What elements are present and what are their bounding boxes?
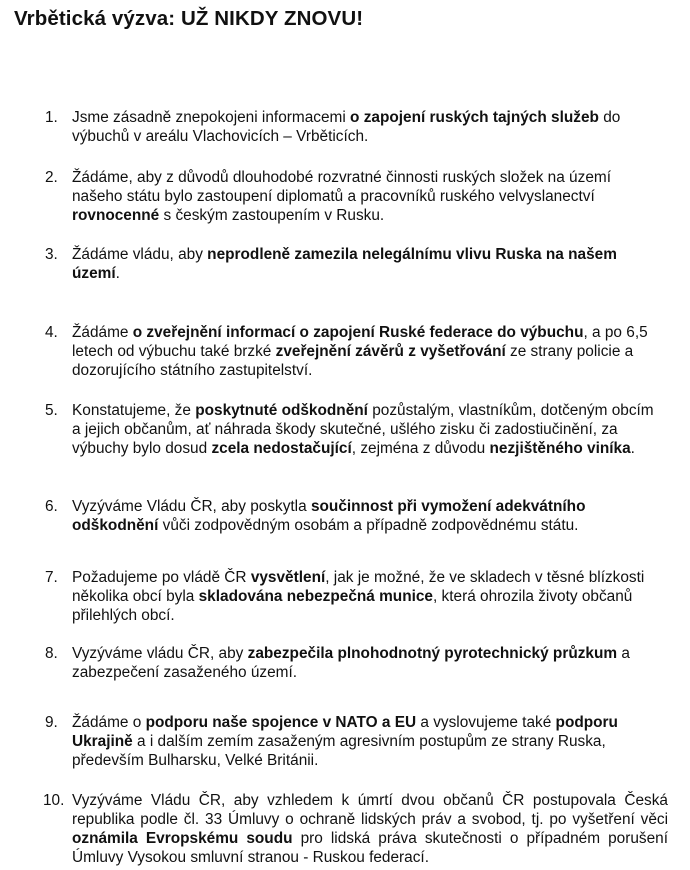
item-number: 2. [45,169,58,186]
body-text: Jsme zásadně znepokojeni informacemi [72,109,351,126]
emphasized-text: vysvětlení [250,569,326,586]
body-text: ze strany policie a dozorujícího státního zastupitelství. [72,343,634,379]
body-text: Požadujeme po vládě ČR [72,569,251,586]
body-text: . [630,440,635,457]
emphasized-text: neprodleně zamezila nelegálnímu vlivu Ruska na našem území [72,246,617,282]
item-number: 6. [45,498,58,515]
item-text [72,108,665,146]
body-text: Žádáme o [72,714,146,731]
emphasized-text: podporu naše spojence v NATO a EU [145,714,417,731]
emphasized-text: skladována nebezpečná munice [198,588,433,605]
emphasized-text: o zapojení ruských tajných služeb [350,109,599,126]
item-text [72,245,665,283]
emphasized-text: oznámila Evropskému soudu [72,830,293,847]
body-text: , která ohrozila životy občanů přilehlých obcí. [72,588,633,624]
body-text: do výbuchů v areálu Vlachovicích – Vrběticích. [72,109,621,145]
body-text: Vyzýváme vládu ČR, aby [72,645,248,662]
emphasized-text: zveřejnění závěrů z vyšetřování [275,343,506,360]
body-text: Žádáme, aby z důvodů dlouhodobé rozvratné činnosti ruských složek na území našeho státu bylo zastoupení diplomatů a pracovníků ruského velvyslanectví [72,169,611,205]
item-number: 8. [45,645,58,662]
body-text: pozůstalým, vlastníkům, dotčeným obcím a jejich občanům, ať náhrada škody skutečné, ušlého zisku či zadostiučinění, za výbuchy bylo dosud [72,402,654,457]
body-text: . [115,265,120,282]
emphasized-text: rovnocenné [72,207,160,224]
item-number: 5. [45,402,58,419]
item-text [72,323,665,380]
item-text [72,401,665,458]
emphasized-text: součinnost při vymožení adekvátního odškodnění [72,498,586,534]
body-text: a vyslovujeme také [416,714,556,731]
body-text: Konstatujeme, že [72,402,196,419]
emphasized-text: nezjištěného viníka [489,440,631,457]
body-text: , zejména z důvodu [351,440,490,457]
emphasized-text: o zveřejnění informací o zapojení Ruské federace do výbuchu [132,324,584,341]
emphasized-text: poskytnuté odškodnění [195,402,368,419]
item-number: 1. [45,109,58,126]
item-number: 7. [45,569,58,586]
body-text: Žádáme vládu, aby [72,246,208,263]
item-number: 3. [45,246,58,263]
body-text: Vyzýváme Vládu ČR, aby poskytla [72,498,311,515]
item-text [72,791,668,867]
body-text: a i dalším zemím zasaženým agresivním postupům ze strany Ruska, především Bulharsku, Velké Británii. [72,733,606,769]
item-number: 9. [45,714,58,731]
emphasized-text: zabezpečila plnohodnotný pyrotechnický průzkum [247,645,618,662]
body-text: Vyzýváme Vládu ČR, aby vzhledem k úmrtí dvou občanů ČR postupovala Česká republika podle čl. 33 Úmluvy o ochraně lidských práv a svobod, tj. po vyšetření věci [72,792,668,828]
item-text [72,568,665,625]
body-text: s českým zastoupením v Rusku. [159,207,385,224]
item-text [72,497,665,535]
body-text: vůči zodpovědným osobám a případně zodpovědnému státu. [158,517,579,534]
body-text: a zabezpečení zasaženého území. [72,645,630,681]
item-text [72,713,665,770]
item-number: 10. [43,792,65,809]
body-text: , jak je možné, že ve skladech v těsné blízkosti několika obcí byla [72,569,645,605]
item-text [72,168,665,225]
body-text: , a po 6,5 letech od výbuchu také brzké [72,324,648,360]
page-title: Vrbětická výzva: UŽ NIKDY ZNOVU! [14,7,364,30]
emphasized-text: podporu Ukrajině [72,714,618,750]
body-text: Žádáme [72,324,133,341]
item-text [72,644,665,682]
emphasized-text: zcela nedostačující [211,440,352,457]
item-number: 4. [45,324,58,341]
body-text: pro lidská práva skutečnosti o případném porušení Úmluvy Vysokou smluvní stranou - Ruskou federací. [72,830,668,866]
